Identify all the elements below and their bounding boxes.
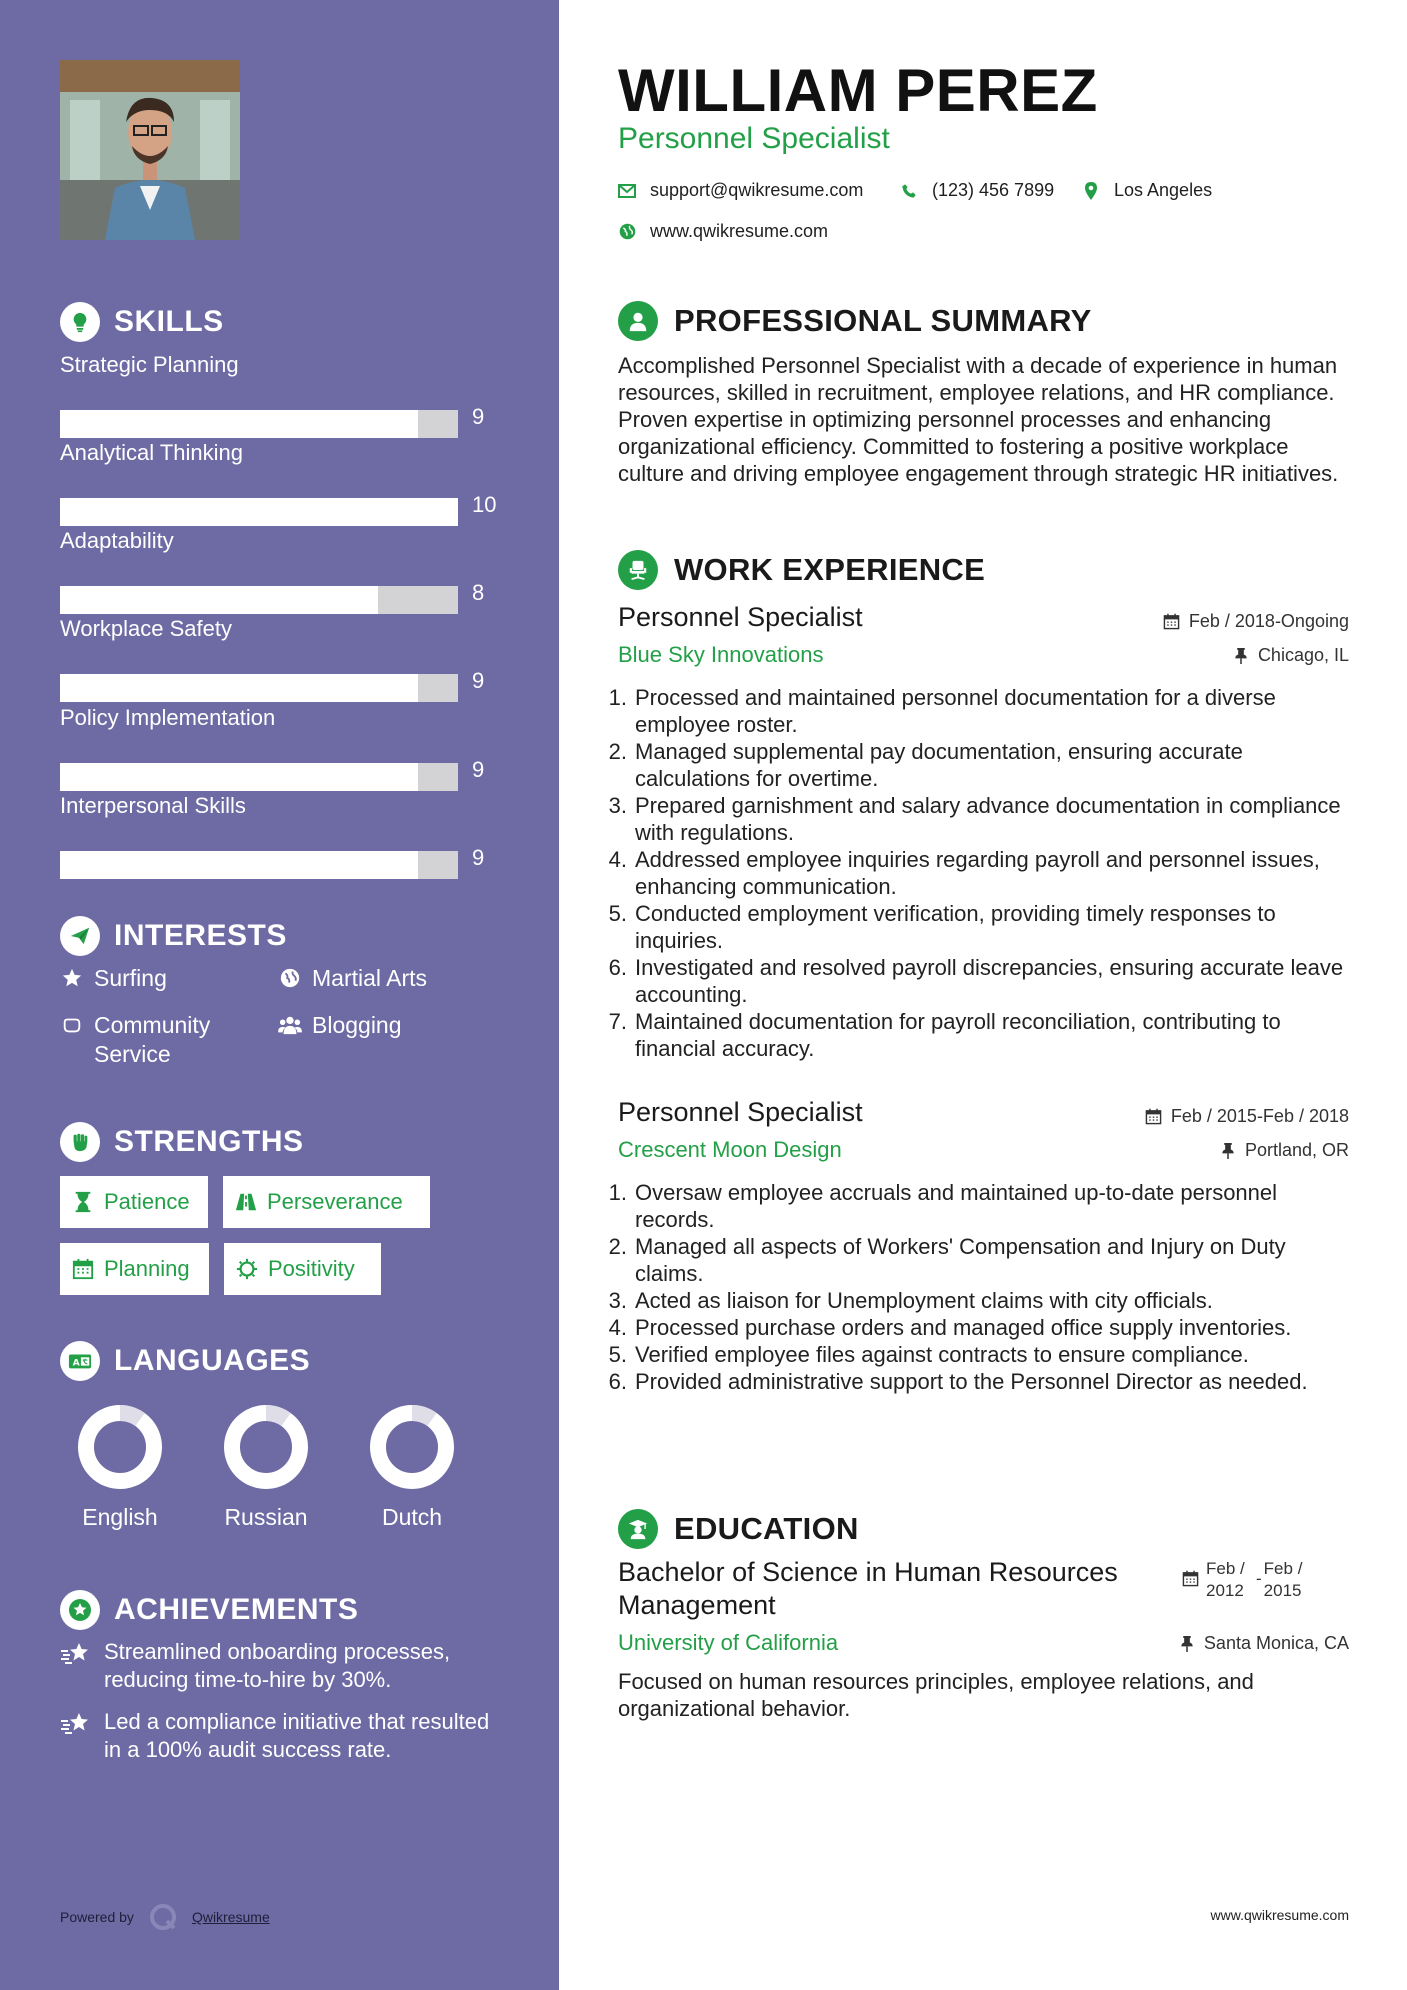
map-pin-icon: [1082, 182, 1100, 200]
skill-name: Workplace Safety: [60, 616, 233, 641]
job-date: [1163, 611, 1349, 632]
powered-by-label: Powered by: [60, 1909, 134, 1925]
job-task-list: [608, 684, 1358, 1062]
strengths-title: STRENGTHS: [114, 1125, 304, 1158]
skill-name: Adaptability: [60, 528, 174, 553]
contact-email[interactable]: [618, 180, 863, 201]
list-item: 6. Investigated and resolved payroll discrepancies, ensuring accurate leave accounting.: [608, 954, 1358, 1008]
qwikresume-logo-icon: [148, 1902, 178, 1932]
skill-bar-fill: [60, 498, 458, 526]
list-item: 5. Verified employee files against contracts to ensure compliance.: [608, 1342, 1249, 1367]
education-description: Focused on human resources principles, employee relations, and organizational behavior.: [618, 1669, 1254, 1721]
globe-icon: [618, 223, 636, 241]
achievements-title: ACHIEVEMENTS: [114, 1593, 359, 1626]
calendar-icon: [72, 1258, 94, 1280]
list-item: 7. Maintained documentation for payroll reconciliation, contributing to financial accuracy.: [608, 1008, 1358, 1062]
task-text: Provided administrative support to the Personnel Director as needed.: [635, 1369, 1308, 1394]
skills-title: SKILLS: [114, 305, 224, 338]
sidebar: [0, 0, 559, 1990]
task-text: Acted as liaison for Unemployment claims with city officials.: [635, 1288, 1213, 1313]
education-date: [1182, 1558, 1364, 1602]
language-item: [352, 1402, 472, 1531]
skill-value: 8: [472, 580, 485, 605]
language-name: English: [82, 1504, 158, 1530]
language-name: Russian: [224, 1504, 308, 1530]
list-item: 6. Provided administrative support to the Personnel Director as needed.: [608, 1369, 1308, 1394]
skill-bar: [60, 763, 458, 791]
candidate-role: Personnel Specialist: [618, 122, 890, 155]
location-text: Los Angeles: [1114, 180, 1213, 200]
svg-text:A: A: [72, 1357, 80, 1369]
degree-title: Bachelor of Science in Human Resources Management: [618, 1557, 1118, 1620]
job-location-text: Chicago, IL: [1257, 645, 1349, 665]
task-text: Addressed employee inquiries regarding payroll and personnel issues, enhancing communication.: [635, 847, 1320, 899]
language-donut: [221, 1402, 311, 1492]
interest-item: [278, 964, 498, 993]
website-text[interactable]: www.qwikresume.com: [650, 221, 829, 241]
interest-item: [60, 964, 260, 993]
skill-bar-fill: [60, 674, 418, 702]
users-icon: [278, 1013, 302, 1037]
job-location: [1219, 1140, 1349, 1161]
summary-text: Accomplished Personnel Specialist with a decade of experience in human resources, skilled in recruitment, employee relations, and HR compliance. Proven expertise in optimizing personnel processes and enhancing organizational efficiency. Committed to fostering a positive workplace culture and driving employee engagement through strategic HR initiatives.: [618, 353, 1339, 486]
interest-label: Surfing: [94, 965, 167, 991]
job-date: [1145, 1106, 1349, 1127]
job-title: Personnel Specialist: [618, 1097, 863, 1127]
skill-item: [60, 352, 500, 429]
list-item: 3. Prepared garnishment and salary advance documentation in compliance with regulations.: [608, 792, 1358, 846]
company-name: Crescent Moon Design: [618, 1137, 842, 1162]
lightbulb-icon: [60, 302, 100, 342]
task-text: Managed all aspects of Workers' Compensation and Injury on Duty claims.: [635, 1234, 1286, 1286]
summary-title: PROFESSIONAL SUMMARY: [674, 303, 1092, 338]
phone-icon: [900, 182, 918, 200]
interests-title: INTERESTS: [114, 919, 287, 952]
list-item: 2. Managed supplemental pay documentation, ensuring accurate calculations for overtime.: [608, 738, 1358, 792]
skill-name: Interpersonal Skills: [60, 793, 246, 818]
summary-heading: [618, 301, 1092, 341]
qwikresume-link[interactable]: Qwikresume: [191, 1909, 270, 1925]
fist-icon: [60, 1122, 100, 1162]
skill-bar-fill: [60, 763, 418, 791]
contact-location: [1082, 180, 1212, 201]
job-title: Personnel Specialist: [618, 602, 863, 632]
experience-title: WORK EXPERIENCE: [674, 552, 986, 587]
skill-item: [60, 793, 500, 870]
email-text[interactable]: support@qwikresume.com: [650, 180, 864, 200]
education-location-text: Santa Monica, CA: [1203, 1633, 1349, 1653]
language-donut: [75, 1402, 165, 1492]
calendar-icon: [1145, 1108, 1163, 1126]
skill-value: 9: [472, 757, 485, 782]
languages-heading: [60, 1341, 310, 1381]
job-location: [1232, 645, 1349, 666]
skill-bar: [60, 410, 458, 438]
skill-value: 9: [472, 404, 485, 429]
skill-bar-fill: [60, 586, 378, 614]
language-item: [206, 1402, 326, 1531]
calendar-icon: [1182, 1570, 1200, 1588]
education-start-date: Feb / 2012: [1206, 1559, 1245, 1600]
interest-item: [60, 1011, 260, 1069]
interest-label: Blogging: [312, 1012, 402, 1038]
education-title: EDUCATION: [674, 1511, 859, 1546]
skill-bar: [60, 851, 458, 879]
pushpin-icon: [1232, 647, 1250, 665]
road-icon: [235, 1191, 257, 1213]
pushpin-icon: [1219, 1142, 1237, 1160]
strength-label: Planning: [104, 1256, 190, 1281]
school-name: University of California: [618, 1630, 839, 1655]
job-location-text: Portland, OR: [1244, 1140, 1349, 1160]
task-text: Prepared garnishment and salary advance documentation in compliance with regulations.: [635, 793, 1341, 845]
task-text: Oversaw employee accruals and maintained up-to-date personnel records.: [635, 1180, 1278, 1232]
skill-item: [60, 440, 500, 517]
paper-plane-icon: [60, 916, 100, 956]
profile-photo: [60, 60, 240, 240]
skill-value: 10: [472, 492, 497, 517]
task-text: Investigated and resolved payroll discrepancies, ensuring accurate leave accounting.: [635, 955, 1344, 1007]
strength-label: Perseverance: [267, 1189, 403, 1214]
interest-label: Community Service: [94, 1012, 211, 1067]
achievement-item: [60, 1708, 500, 1764]
list-item: 4. Processed purchase orders and managed office supply inventories.: [608, 1315, 1292, 1340]
language-icon: [60, 1341, 100, 1381]
task-text: Processed purchase orders and managed office supply inventories.: [635, 1315, 1292, 1340]
candidate-name: WILLIAM PEREZ: [618, 57, 1098, 124]
task-text: Conducted employment verification, providing timely responses to inquiries.: [635, 901, 1276, 953]
languages-title: LANGUAGES: [114, 1344, 311, 1377]
skill-bar-fill: [60, 410, 418, 438]
list-item: 5. Conducted employment verification, providing timely responses to inquiries.: [608, 900, 1358, 954]
task-text: Verified employee files against contracts to ensure compliance.: [635, 1342, 1249, 1367]
calendar-icon: [1163, 613, 1181, 631]
star-badge-icon: [60, 1590, 100, 1630]
strength-label: Patience: [104, 1189, 190, 1214]
graduate-icon: [618, 1509, 658, 1549]
job-task-list: [608, 1179, 1358, 1395]
shooting-star-icon: [60, 1640, 92, 1668]
footer-website-link[interactable]: www.qwikresume.com: [1210, 1907, 1349, 1923]
skill-value: 9: [472, 845, 485, 870]
list-item: 4. Addressed employee inquiries regarding payroll and personnel issues, enhancing communication.: [608, 846, 1358, 900]
task-text: Managed supplemental pay documentation, ensuring accurate calculations for overtime.: [635, 739, 1243, 791]
interests-heading: [60, 916, 287, 956]
education-heading: [618, 1509, 859, 1549]
user-icon: [618, 301, 658, 341]
skill-name: Policy Implementation: [60, 705, 276, 730]
language-donut: [367, 1402, 457, 1492]
interest-item: [278, 1011, 498, 1040]
task-text: Maintained documentation for payroll reconciliation, contributing to financial accuracy.: [635, 1009, 1281, 1061]
achievement-text: Led a compliance initiative that resulted in a 100% audit success rate.: [104, 1709, 490, 1763]
strength-label: Positivity: [268, 1256, 355, 1281]
language-name: Dutch: [381, 1504, 443, 1530]
skill-value: 9: [472, 668, 485, 693]
shooting-star-icon: [60, 1710, 92, 1738]
powered-by: [60, 1902, 270, 1932]
education-end-date: Feb / 2015: [1263, 1559, 1303, 1600]
star-icon: [60, 966, 84, 990]
skill-item: [60, 528, 500, 605]
skill-name: Strategic Planning: [60, 352, 239, 377]
achievement-text: Streamlined onboarding processes, reducing time-to-hire by 30%.: [104, 1639, 451, 1693]
contact-phone[interactable]: [900, 180, 1054, 201]
envelope-icon: [618, 182, 636, 200]
list-item: 3. Acted as liaison for Unemployment claims with city officials.: [608, 1288, 1213, 1313]
list-item: 1. Processed and maintained personnel documentation for a diverse employee roster.: [608, 684, 1358, 738]
hourglass-icon: [72, 1191, 94, 1213]
experience-heading: [618, 550, 985, 590]
skills-heading: [60, 302, 224, 342]
contact-website[interactable]: [618, 221, 828, 242]
skill-bar: [60, 586, 458, 614]
globe-icon: [278, 966, 302, 990]
language-item: [60, 1402, 180, 1531]
skill-bar-fill: [60, 851, 418, 879]
job-date-text: Feb / 2015-Feb / 2018: [1170, 1106, 1349, 1126]
achievements-heading: [60, 1590, 358, 1630]
company-name: Blue Sky Innovations: [618, 642, 824, 667]
pushpin-icon: [1178, 1635, 1196, 1653]
list-item: 2. Managed all aspects of Workers' Compensation and Injury on Duty claims.: [608, 1233, 1358, 1287]
phone-text[interactable]: (123) 456 7899: [932, 180, 1055, 200]
task-text: Processed and maintained personnel documentation for a diverse employee roster.: [635, 685, 1276, 737]
skill-name: Analytical Thinking: [60, 440, 244, 465]
interest-label: Martial Arts: [312, 965, 428, 991]
skill-item: [60, 616, 500, 693]
skill-item: [60, 705, 500, 782]
strengths-heading: [60, 1122, 304, 1162]
skill-bar: [60, 674, 458, 702]
strength-tag: [60, 1176, 208, 1228]
job-date-text: Feb / 2018-Ongoing: [1188, 611, 1349, 631]
education-date-separator: -: [1256, 1569, 1262, 1588]
office-chair-icon: [618, 550, 658, 590]
strength-tag: [223, 1176, 430, 1228]
strength-tag: [224, 1243, 381, 1295]
list-item: 1. Oversaw employee accruals and maintained up-to-date personnel records.: [608, 1179, 1358, 1233]
hand-icon: [60, 1013, 84, 1037]
strength-tag: [60, 1243, 209, 1295]
sun-icon: [236, 1258, 258, 1280]
skill-bar: [60, 498, 458, 526]
achievement-item: [60, 1638, 500, 1694]
education-location: [1178, 1633, 1349, 1654]
